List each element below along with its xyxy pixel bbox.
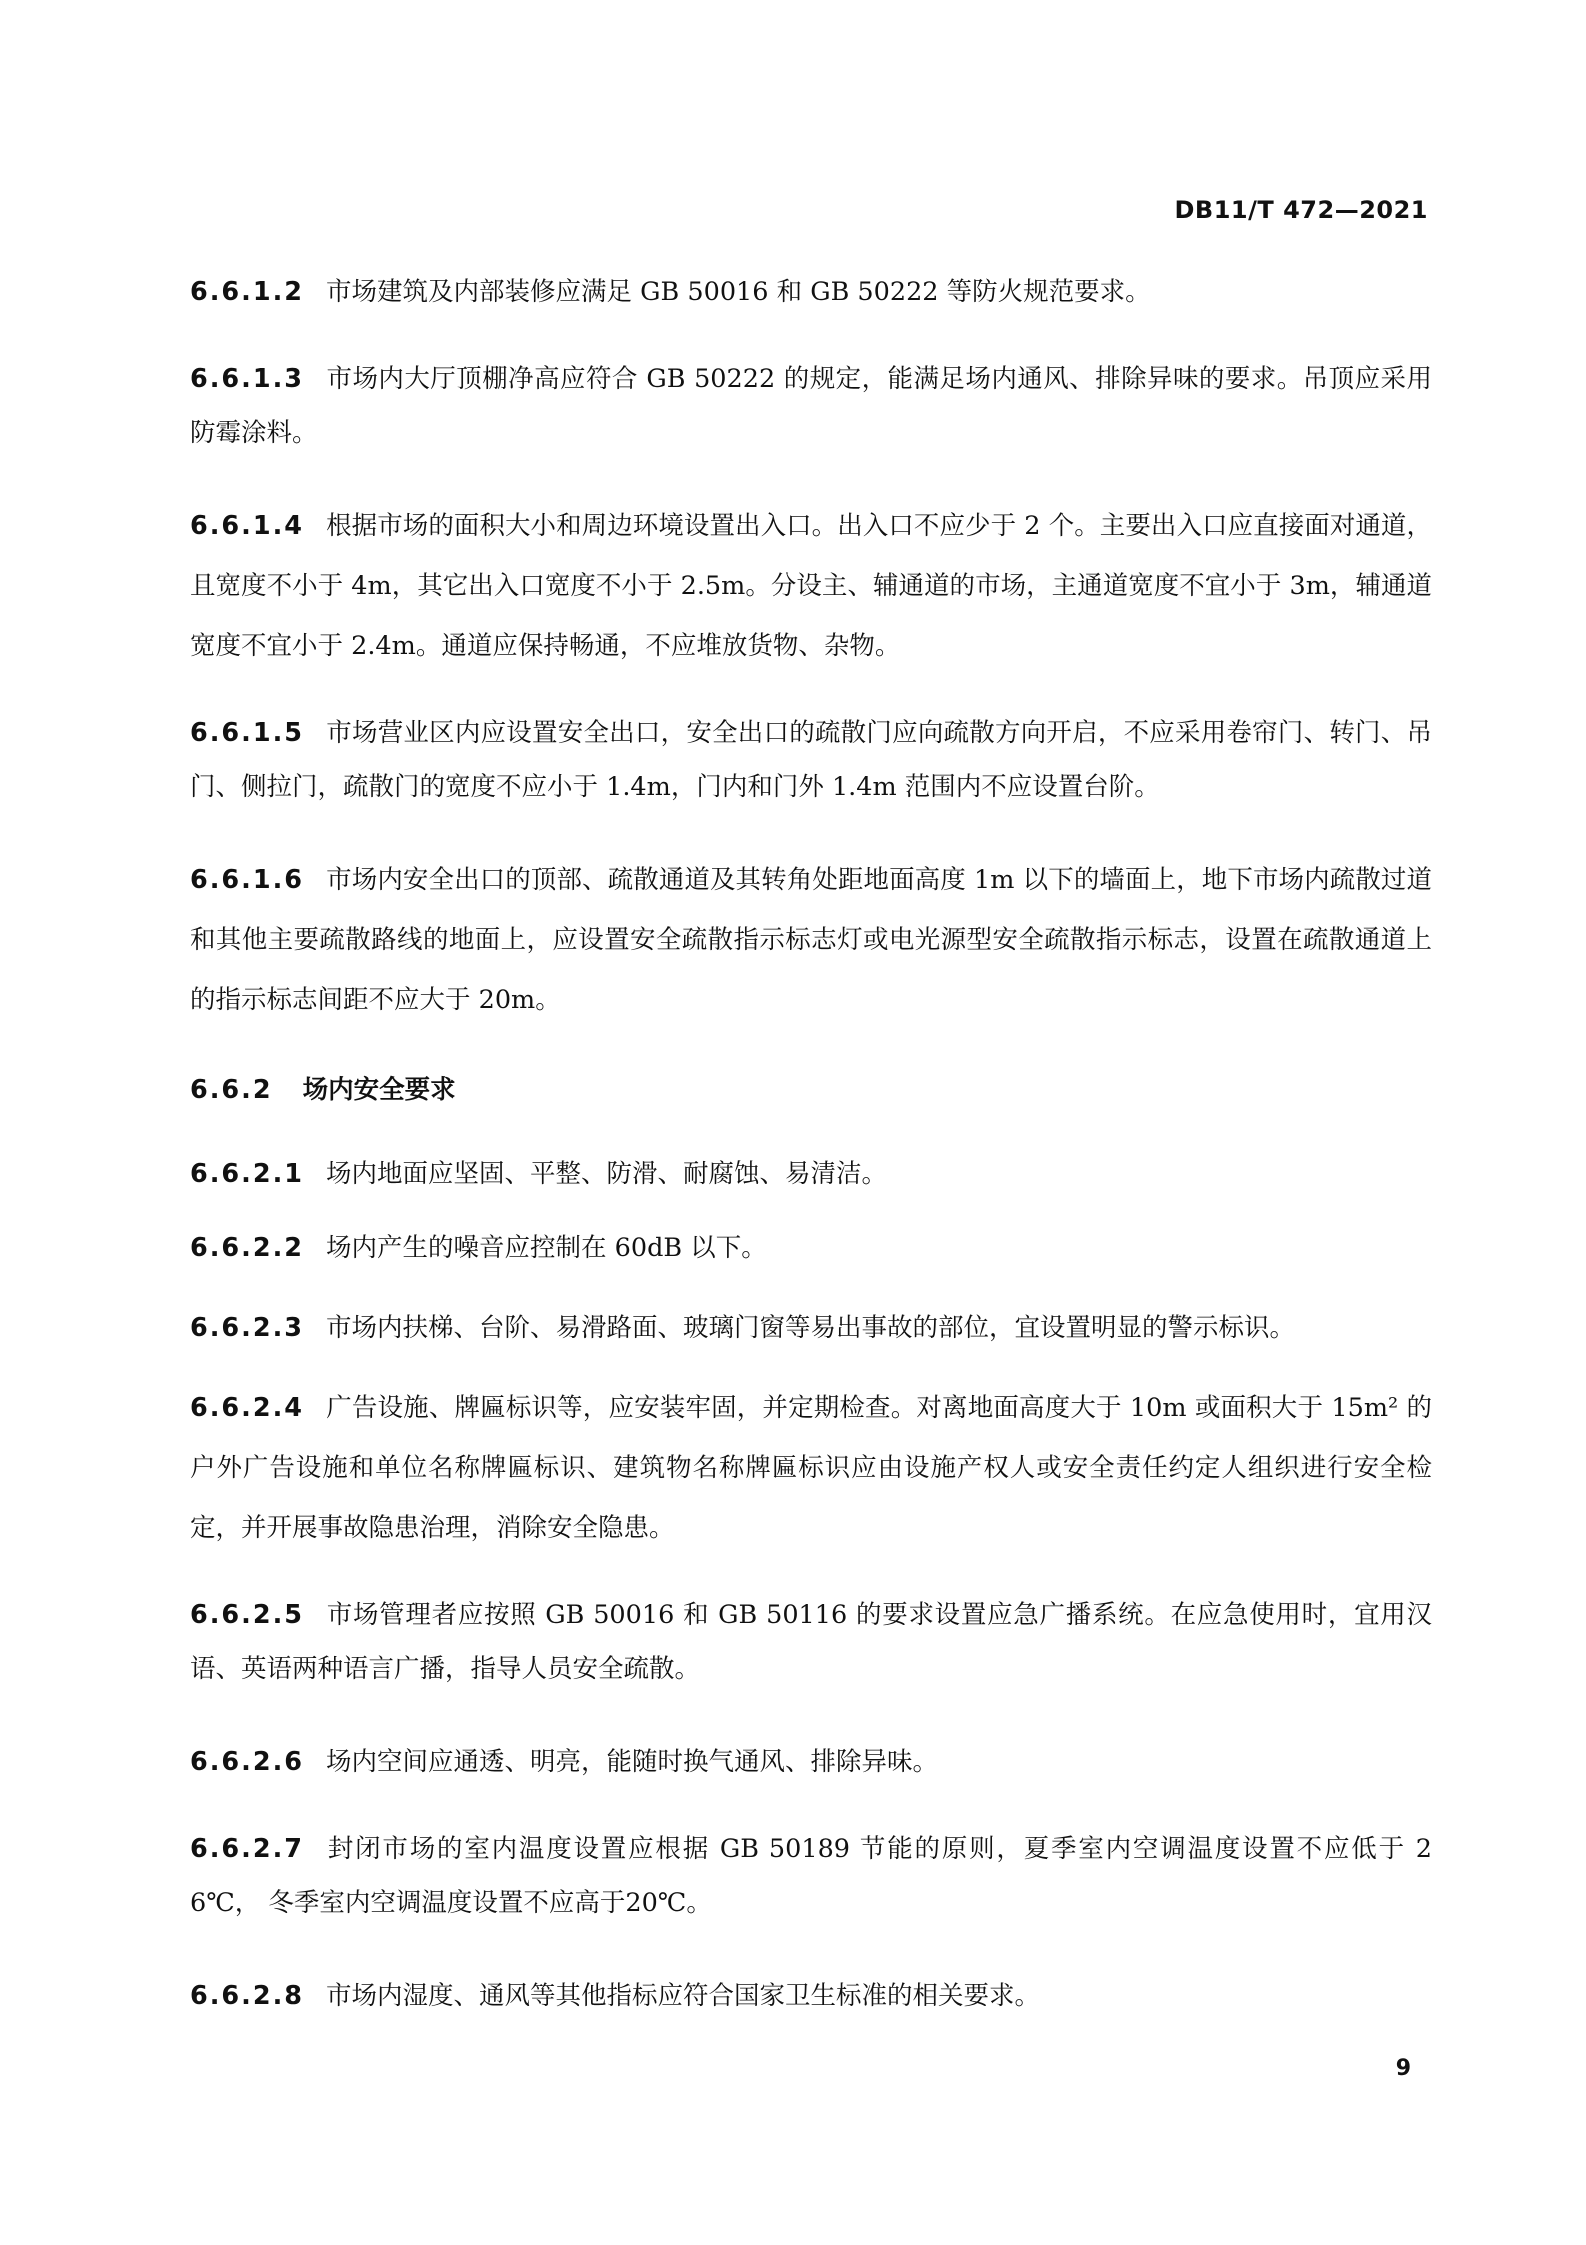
clause-6-6-2-7 [190,1822,1432,1930]
page-number: 9 [1395,2056,1411,2081]
clause-number: 6.6.1.5 [190,718,305,748]
clause-text: 市场内湿度、通风等其他指标应符合国家卫生标准的相关要求。 [326,1981,1041,2011]
section-title: 场内安全要求 [302,1075,456,1105]
clause-number: 6.6.2.7 [190,1834,305,1864]
clause-6-6-2-4 [190,1378,1432,1558]
clause-text: 场内地面应坚固、平整、防滑、耐腐蚀、易清洁。 [326,1159,888,1189]
document-code: DB11/T 472—2021 [1174,196,1428,224]
clause-number: 6.6.1.2 [190,277,305,307]
section-number: 6.6.2 [190,1075,273,1105]
clause-text: 场内产生的噪音应控制在 60dB 以下。 [326,1233,767,1263]
clause-number: 6.6.1.4 [190,511,305,541]
clause-text: 市场内安全出口的顶部、疏散通道及其转角处距地面高度 1m 以下的墙面上，地下市场内疏散过道和其他主要疏散路线的地面上，应设置安全疏散指示标志灯或电光源型安全疏散指示标志，设置在疏散通道上的指示标志间距不应大于 20m。 [190,865,1432,1015]
clause-text: 市场建筑及内部装修应满足 GB 50016 和 GB 50222 等防火规范要求。 [326,277,1151,307]
clause-text: 根据市场的面积大小和周边环境设置出入口。出入口不应少于 2 个。主要出入口应直接面对通道，且宽度不小于 4m，其它出入口宽度不小于 2.5m。分设主、辅通道的市场，主通道宽度不宜小于 3m，辅通道宽度不宜小于 2.4m。通道应保持畅通，不应堆放货物、杂物。 [190,511,1432,661]
clause-6-6-2-6 [190,1732,1432,1792]
clause-6-6-1-5 [190,706,1432,814]
clause-6-6-1-6 [190,850,1432,1030]
clause-text: 市场管理者应按照 GB 50016 和 GB 50116 的要求设置应急广播系统。在应急使用时，宜用汉语、英语两种语言广播，指导人员安全疏散。 [190,1600,1432,1684]
clause-6-6-2-1 [190,1144,1432,1204]
clause-number: 6.6.2.5 [190,1600,305,1630]
clause-6-6-2-5 [190,1588,1432,1696]
clause-text: 市场内扶梯、台阶、易滑路面、玻璃门窗等易出事故的部位，宜设置明显的警示标识。 [326,1313,1296,1343]
clause-6-6-1-4 [190,496,1432,676]
clause-text: 场内空间应通透、明亮，能随时换气通风、排除异味。 [326,1747,939,1777]
section-heading [190,1060,1432,1120]
clause-6-6-1-2 [190,262,1432,322]
clause-number: 6.6.2.8 [190,1981,305,2011]
document-body [190,262,1432,2056]
clause-6-6-2-3 [190,1298,1432,1358]
clause-6-6-2-2 [190,1218,1432,1278]
clause-number: 6.6.2.2 [190,1233,305,1263]
clause-text: 市场内大厅顶棚净高应符合 GB 50222 的规定，能满足场内通风、排除异味的要求。吊顶应采用防霉涂料。 [190,364,1432,448]
clause-number: 6.6.1.6 [190,865,305,895]
clause-text: 广告设施、牌匾标识等，应安装牢固，并定期检查。对离地面高度大于 10m 或面积大于 15m² 的户外广告设施和单位名称牌匾标识、建筑物名称牌匾标识应由设施产权人或安全责任约定人组织进行安全检定，并开展事故隐患治理，消除安全隐患。 [190,1393,1432,1543]
clause-number: 6.6.2.3 [190,1313,305,1343]
clause-6-6-2-8 [190,1966,1432,2026]
clause-6-6-1-3 [190,352,1432,460]
clause-number: 6.6.2.4 [190,1393,305,1423]
clause-text: 市场营业区内应设置安全出口，安全出口的疏散门应向疏散方向开启，不应采用卷帘门、转门、吊门、侧拉门，疏散门的宽度不应小于 1.4m，门内和门外 1.4m 范围内不应设置台阶。 [190,718,1432,802]
clause-number: 6.6.2.6 [190,1747,305,1777]
clause-number: 6.6.1.3 [190,364,305,394]
clause-number: 6.6.2.1 [190,1159,305,1189]
clause-text: 封闭市场的室内温度设置应根据 GB 50189 节能的原则，夏季室内空调温度设置不应低于 26℃， 冬季室内空调温度设置不应高于20℃。 [190,1834,1432,1918]
